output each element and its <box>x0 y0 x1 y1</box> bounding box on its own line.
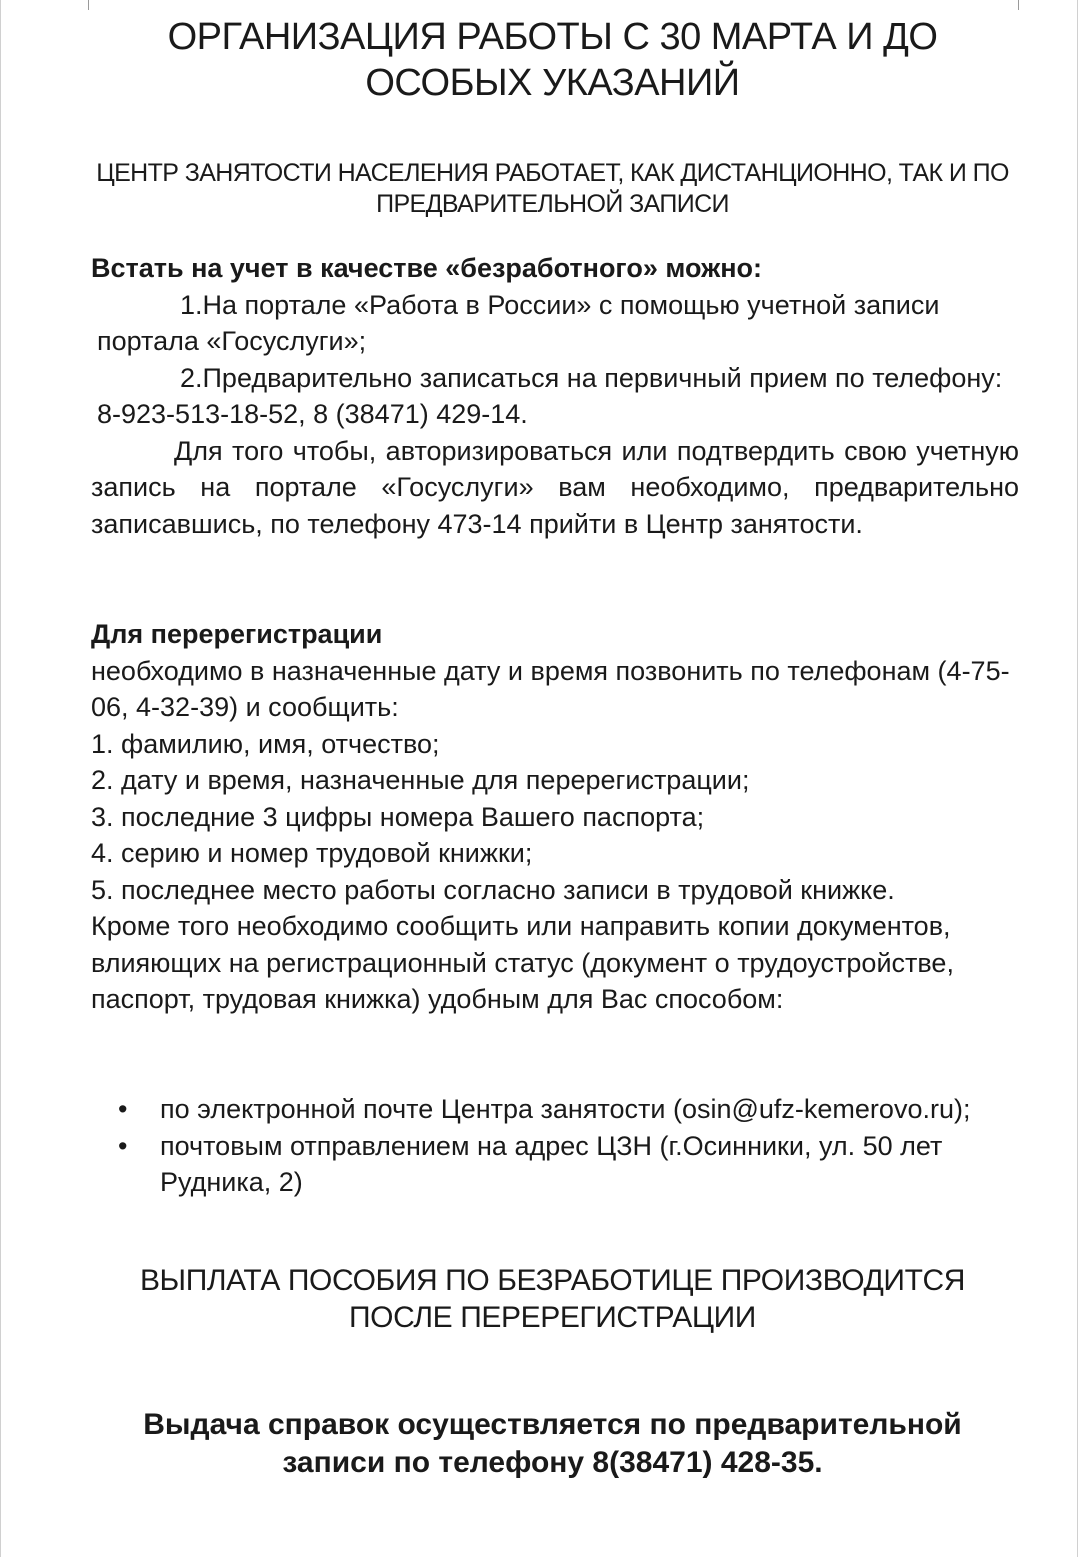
reregistration-item: 3. последние 3 цифры номера Вашего паспорта; <box>91 801 705 832</box>
crop-mark-left <box>88 0 89 10</box>
list-item <box>118 1091 1038 1128</box>
registration-heading: Встать на учет в качестве «безработного» можно: <box>91 253 763 283</box>
method-post: почтовым отправлением на адрес ЦЗН (г.Осинники, ул. 50 лет Рудника, 2) <box>160 1130 943 1197</box>
page-edge-right <box>1077 0 1078 1557</box>
registration-item-2: 2.Предварительно записаться на первичный прием по телефону: 8-923-513-18-52, 8 (38471) 429-14. <box>97 362 1003 429</box>
documents-note: Кроме того необходимо сообщить или направить копии документов, влияющих на регистрационный статус (документ о трудоустройстве, паспорт, трудовая книжка) удобным для Вас способом: <box>91 911 954 1014</box>
page-subtitle: ЦЕНТР ЗАНЯТОСТИ НАСЕЛЕНИЯ РАБОТАЕТ, КАК ДИСТАНЦИОННО, ТАК И ПО ПРЕДВАРИТЕЛЬНОЙ ЗАПИСИ <box>96 159 1009 218</box>
page-edge-left <box>0 0 1 1557</box>
certificates-note: Выдача справок осуществляется по предварительной записи по телефону 8(38471) 428-35. <box>143 1408 962 1479</box>
registration-auth-note: Для того чтобы, авторизироваться или подтвердить свою учетную запись на портале «Госуслуги» вам необходимо, предварительно записавшись, по телефону 473-14 прийти в Центр занятости. <box>91 435 1019 539</box>
payment-note: ВЫПЛАТА ПОСОБИЯ ПО БЕЗРАБОТИЦЕ ПРОИЗВОДИТСЯ ПОСЛЕ ПЕРЕРЕГИСТРАЦИИ <box>139 1264 966 1334</box>
bullet-icon: • <box>118 1094 128 1124</box>
registration-section <box>91 250 1019 542</box>
reregistration-heading: Для перерегистрации <box>91 619 383 649</box>
registration-item-1: 1.На портале «Работа в России» с помощью учетной записи портала «Госуслуги»; <box>97 289 940 356</box>
reregistration-item: 5. последнее место работы согласно записи в трудовой книжке. <box>91 874 895 905</box>
page-title: ОРГАНИЗАЦИЯ РАБОТЫ С 30 МАРТА И ДО ОСОБЫХ УКАЗАНИЙ <box>167 16 938 104</box>
reregistration-item: 1. фамилию, имя, отчество; <box>91 728 440 759</box>
method-email: по электронной почте Центра занятости (osin@ufz-kemerovo.ru); <box>160 1094 971 1124</box>
reregistration-item: 4. серию и номер трудовой книжки; <box>91 838 533 868</box>
submission-methods-list <box>118 1091 1038 1201</box>
reregistration-item: 2. дату и время, назначенные для перерегистрации; <box>91 765 750 795</box>
crop-mark-right <box>1018 0 1019 10</box>
reregistration-section <box>91 616 1019 1018</box>
reregistration-intro: необходимо в назначенные дату и время позвонить по телефонам (4-75-06, 4-32-39) и сообщить: <box>91 655 1010 722</box>
list-item <box>118 1128 1038 1201</box>
bullet-icon: • <box>118 1130 128 1161</box>
